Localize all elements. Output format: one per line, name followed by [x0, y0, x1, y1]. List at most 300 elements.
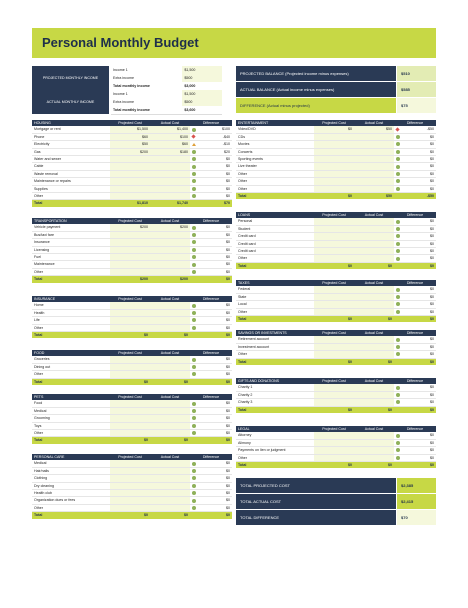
difference-value: $0	[226, 468, 230, 473]
difference-wrap	[396, 399, 434, 405]
projected-cost-cell[interactable]	[110, 253, 150, 260]
actual-cost-cell[interactable]	[354, 170, 394, 177]
table-row	[236, 432, 436, 439]
loans-table	[236, 212, 436, 269]
expense-item[interactable]: Cable	[32, 163, 110, 170]
actual-cost-cell[interactable]	[150, 400, 190, 407]
difference-wrap	[396, 301, 434, 307]
section-title: PERSONAL CARE	[32, 454, 110, 460]
expense-item[interactable]: Payments on lien or judgment	[236, 447, 314, 454]
projected-cost-cell[interactable]	[314, 447, 354, 454]
projected-cost-cell[interactable]	[314, 439, 354, 446]
actual-cost-cell[interactable]	[354, 432, 394, 439]
personal_care-table	[32, 454, 232, 519]
expense-item[interactable]: Federal	[236, 286, 314, 293]
expense-item[interactable]: Grooming	[32, 415, 110, 422]
difference-cell	[190, 185, 232, 192]
expense-item[interactable]: Waste removal	[32, 170, 110, 177]
projected-cost-cell[interactable]	[110, 185, 150, 192]
actual-cost-cell[interactable]	[354, 454, 394, 461]
projected-cost-cell[interactable]	[110, 309, 150, 316]
difference-value: $0	[430, 186, 434, 191]
actual-cost-cell[interactable]	[150, 261, 190, 268]
actual-cost-cell[interactable]	[354, 308, 394, 315]
projected-cost-header: Projected Cost	[314, 212, 354, 218]
actual-cost-cell[interactable]	[354, 286, 394, 293]
actual-cost-cell[interactable]: $1,400	[150, 126, 190, 133]
projected-cost-cell[interactable]	[314, 133, 354, 140]
actual-cost-cell[interactable]	[354, 141, 394, 148]
balance-block	[236, 66, 436, 114]
difference-cell	[394, 233, 436, 240]
expense-item[interactable]: Medical	[32, 407, 110, 414]
actual-cost-cell[interactable]	[150, 246, 190, 253]
projected-cost-cell[interactable]	[314, 301, 354, 308]
expense-item[interactable]: Movies	[236, 141, 314, 148]
expense-item[interactable]: Dining out	[32, 363, 110, 370]
total-label: Total	[236, 406, 314, 413]
actual-cost-cell[interactable]	[150, 460, 190, 467]
projected-cost-cell[interactable]	[110, 268, 150, 275]
difference-wrap	[192, 269, 230, 275]
projected-cost-cell[interactable]	[110, 302, 150, 309]
expense-item[interactable]: Other	[236, 351, 314, 358]
projected-cost-cell[interactable]	[110, 239, 150, 246]
projected-cost-header: Projected Cost	[314, 120, 354, 126]
expense-item[interactable]: Fuel	[32, 253, 110, 260]
difference-cell	[394, 247, 436, 254]
green-circle-icon	[396, 227, 400, 231]
projected-cost-cell[interactable]	[314, 432, 354, 439]
section-header-row	[236, 120, 436, 126]
projected-cost-cell[interactable]	[110, 504, 150, 511]
difference-value: $100	[222, 127, 230, 132]
income-row-value[interactable]: $1,500	[182, 66, 222, 74]
actual-cost-cell[interactable]	[150, 155, 190, 162]
green-circle-icon	[396, 179, 400, 183]
actual-cost-cell[interactable]	[354, 233, 394, 240]
actual-cost-cell[interactable]	[150, 482, 190, 489]
difference-wrap	[396, 344, 434, 350]
projected-cost-cell[interactable]	[110, 467, 150, 474]
projected-cost-cell[interactable]	[314, 293, 354, 300]
difference-header: Difference	[394, 330, 436, 336]
green-circle-icon	[396, 150, 400, 154]
projected-cost-cell[interactable]	[110, 482, 150, 489]
expense-item[interactable]: Bus/taxi fare	[32, 231, 110, 238]
projected-cost-cell[interactable]	[314, 343, 354, 350]
total-row	[32, 437, 232, 444]
difference-cell	[394, 133, 436, 140]
table-row	[32, 504, 232, 511]
difference-wrap	[192, 490, 230, 496]
projected-cost-cell[interactable]	[110, 407, 150, 414]
income-row-value[interactable]: $1,500	[182, 90, 222, 98]
expense-item[interactable]: Concerts	[236, 148, 314, 155]
actual-cost-cell[interactable]	[150, 363, 190, 370]
green-circle-icon	[192, 165, 196, 169]
table-row	[32, 460, 232, 467]
expense-item[interactable]: Charity 1	[236, 384, 314, 391]
expense-item[interactable]: Health	[32, 309, 110, 316]
expense-item[interactable]: Retirement account	[236, 336, 314, 343]
actual-cost-cell[interactable]	[150, 192, 190, 199]
total-difference: $0	[394, 461, 436, 468]
expense-item[interactable]: Other	[236, 185, 314, 192]
savings-table	[236, 330, 436, 365]
expense-item[interactable]: Medical	[32, 460, 110, 467]
expense-item[interactable]: Credit card	[236, 240, 314, 247]
difference-cell	[190, 224, 232, 231]
projected-cost-cell[interactable]: $200	[110, 148, 150, 155]
green-circle-icon	[396, 165, 400, 169]
difference-wrap	[192, 310, 230, 316]
projected-cost-cell[interactable]	[314, 399, 354, 406]
actual-cost-cell[interactable]	[354, 351, 394, 358]
expense-item[interactable]: Local	[236, 301, 314, 308]
table-row	[32, 482, 232, 489]
expense-item[interactable]: Other	[32, 371, 110, 378]
expense-item[interactable]: Electricity	[32, 141, 110, 148]
expense-item[interactable]: State	[236, 293, 314, 300]
expense-item[interactable]: Food	[32, 400, 110, 407]
projected-cost-cell[interactable]	[110, 429, 150, 436]
total-projected: $1,810	[110, 200, 150, 207]
housing-table	[32, 120, 232, 207]
expense-item[interactable]: Mortgage or rent	[32, 126, 110, 133]
actual-cost-cell[interactable]	[150, 429, 190, 436]
difference-cell	[190, 363, 232, 370]
actual-cost-cell[interactable]	[150, 422, 190, 429]
expense-item[interactable]: Charity 2	[236, 391, 314, 398]
actual-cost-cell[interactable]	[354, 447, 394, 454]
projected-cost-cell[interactable]: $200	[110, 224, 150, 231]
balance-row	[236, 66, 436, 81]
actual-cost-cell[interactable]	[354, 391, 394, 398]
difference-wrap	[396, 233, 434, 239]
table-row	[32, 356, 232, 363]
projected-cost-cell[interactable]	[110, 246, 150, 253]
projected-cost-cell[interactable]	[110, 400, 150, 407]
difference-cell	[190, 317, 232, 324]
projected-cost-cell[interactable]	[314, 391, 354, 398]
balance-label: PROJECTED BALANCE (Projected income minus expenses)	[236, 66, 396, 81]
total-actual: $0	[354, 358, 394, 365]
actual-cost-cell[interactable]	[354, 255, 394, 262]
actual-cost-cell[interactable]	[150, 163, 190, 170]
actual-cost-cell[interactable]	[354, 163, 394, 170]
expense-item[interactable]: Life	[32, 317, 110, 324]
projected-cost-cell[interactable]	[110, 422, 150, 429]
expense-item[interactable]: Home	[32, 302, 110, 309]
projected-cost-cell[interactable]: $0	[314, 126, 354, 133]
projected-cost-cell[interactable]: $50	[110, 141, 150, 148]
actual-cost-cell[interactable]	[150, 185, 190, 192]
actual-cost-cell[interactable]	[150, 489, 190, 496]
actual-cost-cell[interactable]	[354, 343, 394, 350]
projected-cost-cell[interactable]	[314, 384, 354, 391]
projected-cost-cell[interactable]	[110, 155, 150, 162]
actual-cost-cell[interactable]	[150, 504, 190, 511]
actual-cost-cell[interactable]	[354, 218, 394, 225]
budget-page	[32, 24, 436, 584]
actual-cost-cell[interactable]	[150, 268, 190, 275]
actual-cost-cell[interactable]	[150, 497, 190, 504]
actual-cost-cell[interactable]	[354, 133, 394, 140]
expense-item[interactable]: Other	[32, 324, 110, 331]
actual-cost-cell[interactable]	[150, 467, 190, 474]
projected-cost-cell[interactable]	[110, 178, 150, 185]
actual-cost-cell[interactable]	[354, 240, 394, 247]
actual-cost-cell[interactable]: $50	[354, 126, 394, 133]
projected-cost-cell[interactable]	[314, 454, 354, 461]
actual-cost-cell[interactable]	[354, 439, 394, 446]
difference-cell	[394, 141, 436, 148]
expense-item[interactable]: Phone	[32, 133, 110, 140]
expense-item[interactable]: Maintenance	[32, 261, 110, 268]
difference-wrap	[192, 178, 230, 184]
expense-item[interactable]: Gas	[32, 148, 110, 155]
actual-cost-cell[interactable]	[150, 239, 190, 246]
green-circle-icon	[192, 462, 196, 466]
expense-item[interactable]: Other	[236, 178, 314, 185]
expense-item[interactable]: Alimony	[236, 439, 314, 446]
projected-cost-cell[interactable]: $1,500	[110, 126, 150, 133]
expense-item[interactable]: Other	[236, 308, 314, 315]
expense-item[interactable]: CDs	[236, 133, 314, 140]
total-label: Total	[32, 331, 110, 338]
expense-item[interactable]: Video/DVD	[236, 126, 314, 133]
expense-item[interactable]: Maintenance or repairs	[32, 178, 110, 185]
expense-item[interactable]: Licensing	[32, 246, 110, 253]
difference-cell	[190, 178, 232, 185]
total-actual: $0	[354, 315, 394, 322]
projected-cost-cell[interactable]	[314, 255, 354, 262]
difference-header: Difference	[190, 120, 232, 126]
expense-item[interactable]: Clothing	[32, 475, 110, 482]
actual-cost-cell[interactable]	[150, 415, 190, 422]
actual-cost-cell[interactable]	[354, 185, 394, 192]
projected-cost-cell[interactable]	[314, 185, 354, 192]
projected-cost-cell[interactable]	[314, 286, 354, 293]
projected-cost-cell[interactable]	[110, 324, 150, 331]
actual-cost-cell[interactable]	[150, 317, 190, 324]
table-row	[32, 185, 232, 192]
expense-item[interactable]: Investment account	[236, 343, 314, 350]
actual-cost-cell[interactable]	[150, 302, 190, 309]
expense-item[interactable]: Other	[32, 504, 110, 511]
projected-cost-cell[interactable]	[110, 460, 150, 467]
expense-item[interactable]: Groceries	[32, 356, 110, 363]
actual-cost-cell[interactable]	[150, 253, 190, 260]
expense-item[interactable]: Supplies	[32, 185, 110, 192]
projected-cost-cell[interactable]	[110, 475, 150, 482]
income-row-value[interactable]: $500	[182, 74, 222, 82]
expense-item[interactable]: Charity 3	[236, 399, 314, 406]
projected-cost-cell[interactable]	[110, 192, 150, 199]
projected-cost-cell[interactable]	[314, 218, 354, 225]
actual-cost-cell[interactable]: $100	[150, 133, 190, 140]
expense-item[interactable]: Other	[236, 255, 314, 262]
total-projected: $0	[314, 358, 354, 365]
actual-cost-cell[interactable]	[354, 293, 394, 300]
income-row-value[interactable]: $3,600	[182, 106, 222, 114]
projected-cost-cell[interactable]	[314, 225, 354, 232]
actual-cost-cell[interactable]	[150, 309, 190, 316]
actual-cost-cell[interactable]	[354, 225, 394, 232]
projected-cost-cell[interactable]	[314, 233, 354, 240]
total-difference: $0	[394, 262, 436, 269]
transportation-table	[32, 218, 232, 283]
actual-cost-cell[interactable]: $60	[150, 141, 190, 148]
projected-cost-header: Projected Cost	[110, 394, 150, 400]
projected-cost-cell[interactable]	[314, 351, 354, 358]
expense-item[interactable]: Toys	[32, 422, 110, 429]
income-row-value[interactable]: $500	[182, 98, 222, 106]
difference-cell	[394, 126, 436, 133]
expense-item[interactable]: Personal	[236, 218, 314, 225]
green-circle-icon	[192, 365, 196, 369]
projected-cost-cell[interactable]	[110, 356, 150, 363]
total-row	[236, 315, 436, 322]
actual-cost-cell[interactable]	[354, 155, 394, 162]
projected-cost-cell[interactable]	[110, 163, 150, 170]
actual-cost-cell[interactable]	[150, 170, 190, 177]
expense-item[interactable]: Water and sewer	[32, 155, 110, 162]
difference-value: $0	[430, 302, 434, 307]
difference-cell	[394, 293, 436, 300]
difference-value: $0	[226, 416, 230, 421]
section-title: INSURANCE	[32, 296, 110, 302]
actual-cost-cell[interactable]	[150, 371, 190, 378]
table-row	[236, 384, 436, 391]
green-circle-icon	[192, 484, 196, 488]
green-circle-icon	[396, 456, 400, 460]
expense-item[interactable]: Credit card	[236, 247, 314, 254]
projected-cost-cell[interactable]	[314, 178, 354, 185]
difference-cell	[394, 185, 436, 192]
actual-cost-cell[interactable]	[354, 384, 394, 391]
table-row	[32, 148, 232, 155]
green-circle-icon	[192, 263, 196, 267]
expense-item[interactable]: Dry cleaning	[32, 482, 110, 489]
total-actual: $50	[354, 192, 394, 199]
projected-cost-cell[interactable]	[314, 148, 354, 155]
grand-total-value: $2,415	[397, 494, 436, 509]
actual-cost-cell[interactable]	[354, 301, 394, 308]
red-diamond-icon	[395, 127, 399, 131]
actual-cost-cell[interactable]	[150, 324, 190, 331]
taxes-table	[236, 280, 436, 322]
projected-cost-cell[interactable]: $60	[110, 133, 150, 140]
actual-cost-cell[interactable]: $180	[150, 148, 190, 155]
expense-item[interactable]: Live theater	[236, 163, 314, 170]
actual-cost-cell[interactable]	[150, 407, 190, 414]
grand-total-row	[236, 478, 436, 493]
expense-item[interactable]: Vehicle payment	[32, 224, 110, 231]
table-row	[236, 233, 436, 240]
total-label: Total	[32, 276, 110, 283]
expense-item[interactable]: Attorney	[236, 432, 314, 439]
actual-cost-cell[interactable]	[354, 148, 394, 155]
green-circle-icon	[192, 491, 196, 495]
grand-total-value: $2,385	[397, 478, 436, 493]
income-row-value[interactable]: $3,000	[182, 82, 222, 90]
difference-value: $0	[430, 249, 434, 254]
projected-cost-cell[interactable]	[110, 170, 150, 177]
projected-cost-cell[interactable]	[314, 170, 354, 177]
projected-cost-cell[interactable]	[110, 261, 150, 268]
projected-cost-cell[interactable]	[110, 231, 150, 238]
expense-item[interactable]: Other	[236, 170, 314, 177]
projected-cost-cell[interactable]	[110, 363, 150, 370]
actual-cost-cell[interactable]	[150, 475, 190, 482]
difference-cell	[190, 155, 232, 162]
expense-item[interactable]: Organization dues or fees	[32, 497, 110, 504]
projected-cost-cell[interactable]	[314, 163, 354, 170]
projected-cost-cell[interactable]	[314, 336, 354, 343]
difference-value: $0	[430, 157, 434, 162]
projected-cost-header: Projected Cost	[110, 454, 150, 460]
difference-cell	[190, 246, 232, 253]
projected-cost-cell[interactable]	[314, 141, 354, 148]
expense-item[interactable]: Student	[236, 225, 314, 232]
green-circle-icon	[192, 179, 196, 183]
difference-wrap	[192, 193, 230, 199]
expense-item[interactable]: Sporting events	[236, 155, 314, 162]
actual-cost-cell[interactable]	[354, 399, 394, 406]
expense-item[interactable]: Insurance	[32, 239, 110, 246]
actual-cost-cell[interactable]	[354, 336, 394, 343]
difference-header: Difference	[190, 296, 232, 302]
projected-cost-cell[interactable]	[314, 240, 354, 247]
table-row	[236, 399, 436, 406]
projected-cost-cell[interactable]	[110, 317, 150, 324]
expense-item[interactable]: Health club	[32, 489, 110, 496]
difference-value: $0	[226, 357, 230, 362]
projected-cost-cell[interactable]	[110, 371, 150, 378]
projected-cost-cell[interactable]	[314, 308, 354, 315]
actual-cost-cell[interactable]	[354, 178, 394, 185]
green-circle-icon	[192, 402, 196, 406]
green-circle-icon	[396, 302, 400, 306]
expense-item[interactable]: Hair/nails	[32, 467, 110, 474]
difference-wrap	[396, 392, 434, 398]
expense-item[interactable]: Other	[32, 192, 110, 199]
projected-cost-cell[interactable]	[110, 489, 150, 496]
projected-cost-cell[interactable]	[314, 155, 354, 162]
difference-value: -$40	[222, 134, 230, 139]
actual-cost-cell[interactable]	[150, 231, 190, 238]
actual-cost-cell[interactable]: $200	[150, 224, 190, 231]
actual-cost-cell[interactable]	[354, 247, 394, 254]
projected-cost-cell[interactable]	[110, 497, 150, 504]
actual-cost-cell[interactable]	[150, 178, 190, 185]
green-circle-icon	[192, 326, 196, 330]
expense-item[interactable]: Other	[236, 454, 314, 461]
expense-item[interactable]: Other	[32, 268, 110, 275]
difference-value: $0	[226, 505, 230, 510]
projected-cost-cell[interactable]	[314, 247, 354, 254]
projected-cost-cell[interactable]	[110, 415, 150, 422]
actual-cost-cell[interactable]	[150, 356, 190, 363]
green-circle-icon	[192, 424, 196, 428]
difference-value: $0	[226, 247, 230, 252]
expense-item[interactable]: Credit card	[236, 233, 314, 240]
expense-item[interactable]: Other	[32, 429, 110, 436]
difference-value: $0	[430, 226, 434, 231]
projected-cost-header: Projected Cost	[314, 330, 354, 336]
